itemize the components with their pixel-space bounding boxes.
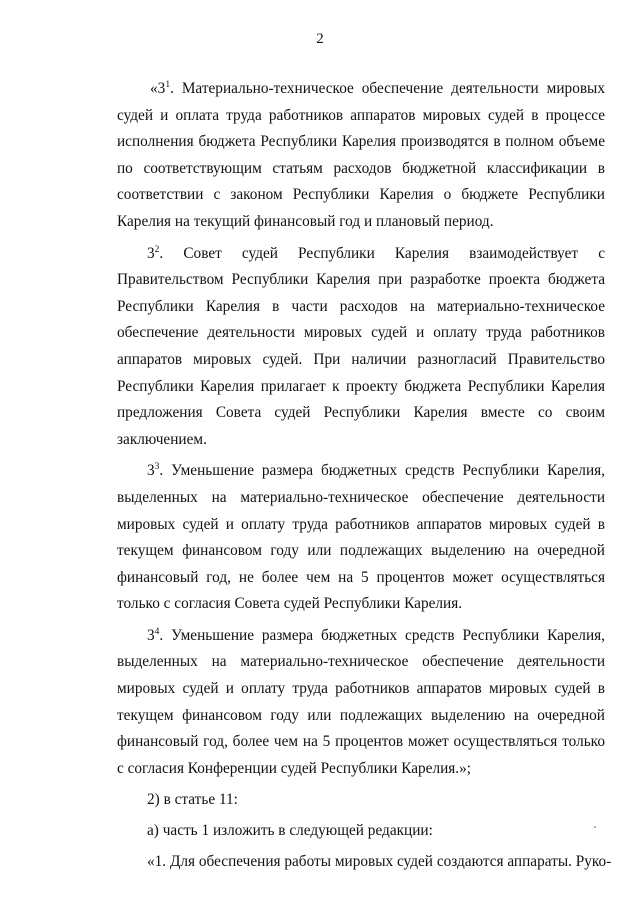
paragraph-text: . Совет судей Республики Карелия взаимодействует с Правительством Республики Карелия при разработке проекта бюджета Республики Карелия в части расходов на материально-техническое обеспечение деятельности мировых судей и оплату труда работников аппаратов мировых судей. При наличии разногласий Правительство Республики Карелия прилагает к проекту бюджета Республики Карелия предложения Совета судей Республики Карелия вместе со своим заключением. [117,244,605,448]
document-body [117,76,612,875]
paragraph-superscript: 2 [154,244,160,255]
paragraph-number: 3 [147,462,155,480]
scan-speck [594,826,596,828]
paragraph-superscript: 4 [154,626,160,637]
paragraph-number: 3 [147,626,155,644]
amendment-article-line: 2) в статье 11: [147,791,238,809]
paragraph-text: . Материально-техническое обеспечение деятельности мировых судей и оплата труда работников аппаратов мировых судей в процессе исполнения бюджета Республики Карелия производятся в полном объеме по соответствующим статьям расходов бюджетной классификации в соответствии с законом Республики Карелия о бюджете Республики Карелия на текущий финансовый год и плановый период. [117,80,605,230]
paragraph-text: . Уменьшение размера бюджетных средств Республики Карелия, выделенных на материально-техническое обеспечение деятельности мировых судей и оплату труда работников аппаратов мировых судей в текущем финансовом году или подлежащих выделению на очередной финансовый год, не более чем на 5 процентов может осуществляться только с согласия Совета судей Республики Карелия. [117,462,605,613]
quote-mark: « [150,80,158,97]
paragraph-number: 3 [147,244,155,262]
paragraph-3-4 [117,623,605,783]
paragraph-3-1 [117,76,605,236]
paragraph-3-3 [117,458,605,618]
amendment-text-line: «1. Для обеспечения работы мировых судей создаются аппараты. Руко- [147,852,612,870]
page-number: 2 [316,31,324,47]
amendment-part-line: а) часть 1 изложить в следующей редакции: [147,822,433,840]
paragraph-superscript: 3 [154,462,160,473]
paragraph-3-2 [117,241,605,454]
paragraph-superscript: 1 [165,80,171,90]
paragraph-text: . Уменьшение размера бюджетных средств Республики Карелия, выделенных на материально-техническое обеспечение деятельности мировых судей и оплату труда работников аппаратов мировых судей в текущем финансовом году или подлежащих выделению на очередной финансовый год, более чем на 5 процентов может осуществляться только с согласия Конференции судей Республики Карелия.»; [117,626,605,777]
paragraph-number: 3 [157,80,166,97]
